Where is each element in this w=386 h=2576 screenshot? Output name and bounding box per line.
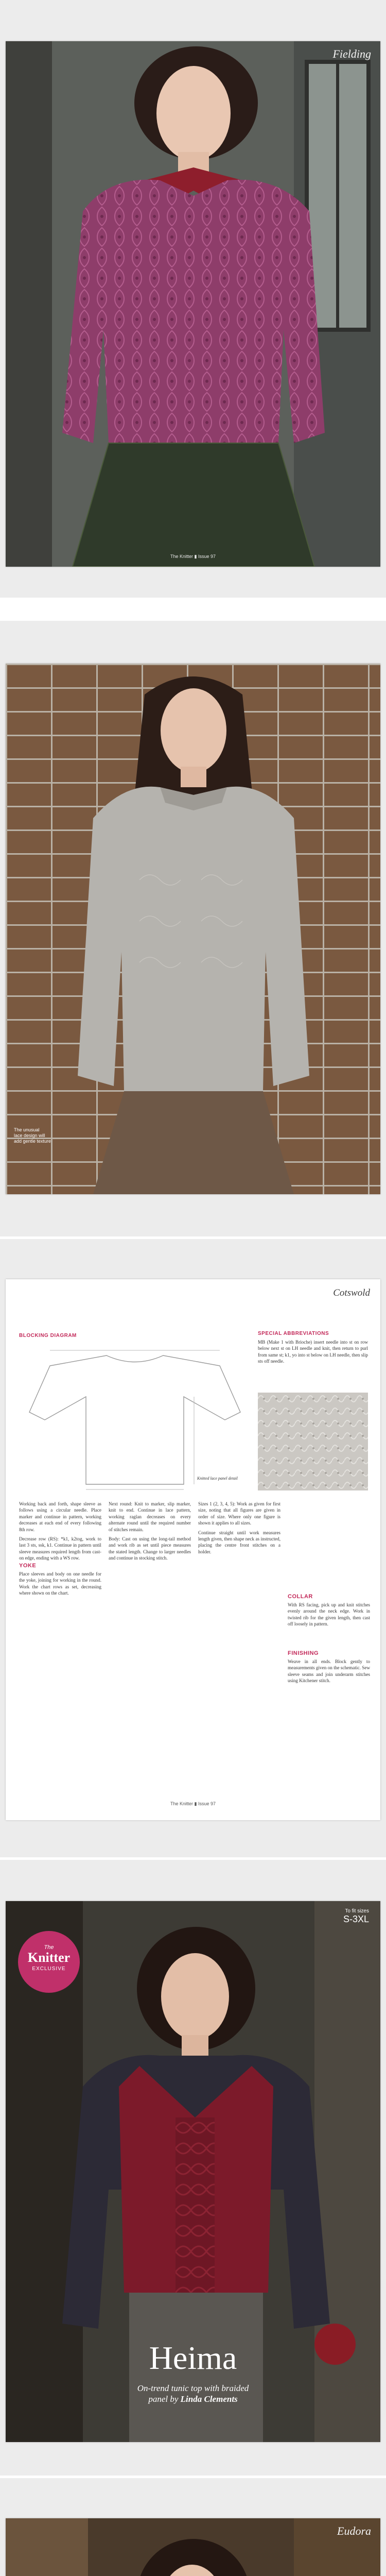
paragraph: Place sleeves and body on one needle for the yoke, joining for working in the round. Work the chart rows as set, decreasing where shown on the chart. [19, 1571, 101, 1596]
page-heima [6, 1901, 380, 2442]
eudora-photo [6, 2518, 380, 2576]
lace-swatch-photo [258, 1393, 368, 1490]
designer-name: Linda Clements [180, 2394, 238, 2404]
swatch-caption: Knitted lace panel detail [197, 1476, 238, 1481]
page-eudora [6, 2518, 380, 2576]
cotswold-photo [6, 664, 380, 1194]
caption-line: add gentle texture [14, 1139, 51, 1144]
paragraph: Working back and forth, shape sleeve as follows using a circular needle. Place marker and continue in pattern, working decreases at each end of every following 8th row. [19, 1501, 101, 1532]
badge-small: The [44, 1944, 54, 1951]
page-fielding [6, 41, 380, 567]
schematic-label: BLOCKING DIAGRAM [19, 1333, 77, 1338]
yoke-heading: YOKE [19, 1563, 37, 1569]
special-abbreviations-title: SPECIAL ABBREVIATIONS [258, 1331, 329, 1336]
special-abbreviations-text: MB (Make 1 with Brioche) insert needle into st on row below next st on LH needle and knit, then return to purl from same st; k1, yo into st below on LH needle, then slip sts off needle. [258, 1340, 368, 1364]
pattern-tagline [6, 2383, 380, 2404]
pattern-title: Heima [149, 2340, 237, 2376]
badge-brand: Knitter [27, 1950, 71, 1965]
page-footer: The Knitter ▮ Issue 97 [170, 1801, 216, 1806]
paragraph: Weave in all ends. Block gently to measurements given on the schematic. Sew sleeve seams and join underarm stitches using Kitchener stitch. [288, 1659, 370, 1684]
finishing-heading: FINISHING [288, 1650, 319, 1656]
photo-caption [14, 1127, 71, 1144]
knitter-exclusive-badge [18, 1931, 80, 1993]
caption-line: lace design will [14, 1133, 45, 1138]
paragraph: Next round: Knit to marker, slip marker, knit to end. Continue in lace pattern, working raglan decreases on every alternate round until the required number of stitches remain. [109, 1501, 191, 1532]
pattern-title: Cotswold [333, 1287, 370, 1298]
page-cotswold-photo [6, 664, 380, 1194]
text-column-3 [198, 1501, 280, 1558]
page-footer: The Knitter ▮ Issue 97 [170, 554, 216, 559]
tagline-line-1: On-trend tunic top with braided [137, 2383, 249, 2393]
text-column-1b [19, 1571, 101, 1600]
paragraph: With RS facing, pick up and knit stitches evenly around the neck edge. Work in twisted rib for the given length, then cast off loosely in pattern. [288, 1602, 370, 1627]
paragraph: Sizes 1 (2, 3, 4, 5): Work as given for first size, noting that all figures are given in order of size. Where only one figure is shown it applies to all sizes. [198, 1501, 280, 1526]
text-column-2 [109, 1501, 191, 1565]
paragraph: Continue straight until work measures length given, then shape neck as instructed, placing the centre front stitches on a holder. [198, 1530, 280, 1554]
size-info [343, 1908, 369, 1925]
caption-line: The unusual [14, 1127, 40, 1132]
text-column-4 [288, 1602, 370, 1631]
size-info-label: To fit sizes [345, 1908, 369, 1914]
pattern-name: Fielding [332, 47, 371, 60]
paragraph: Body: Cast on using the long-tail method and work rib as set until piece measures the stated length. Change to larger needles and continue in stocking stitch. [109, 1536, 191, 1561]
badge-tag: EXCLUSIVE [32, 1966, 66, 1972]
collar-heading: COLLAR [288, 1594, 313, 1600]
size-info-value: S-3XL [343, 1914, 369, 1924]
paragraph: Decrease row (RS): *k1, k2tog, work to last 3 sts, ssk, k1. Continue in pattern until sleeve measures required length from cast-on edge, ending with a WS row. [19, 1536, 101, 1561]
text-column-1 [19, 1501, 101, 1565]
fielding-photo [6, 41, 380, 567]
pattern-name: Eudora [337, 2524, 371, 2537]
tagline-line-2 [6, 2394, 380, 2404]
text-column-4b [288, 1658, 370, 1687]
page-cotswold-pattern [6, 1279, 380, 1820]
tagline-by: panel by [148, 2394, 179, 2404]
